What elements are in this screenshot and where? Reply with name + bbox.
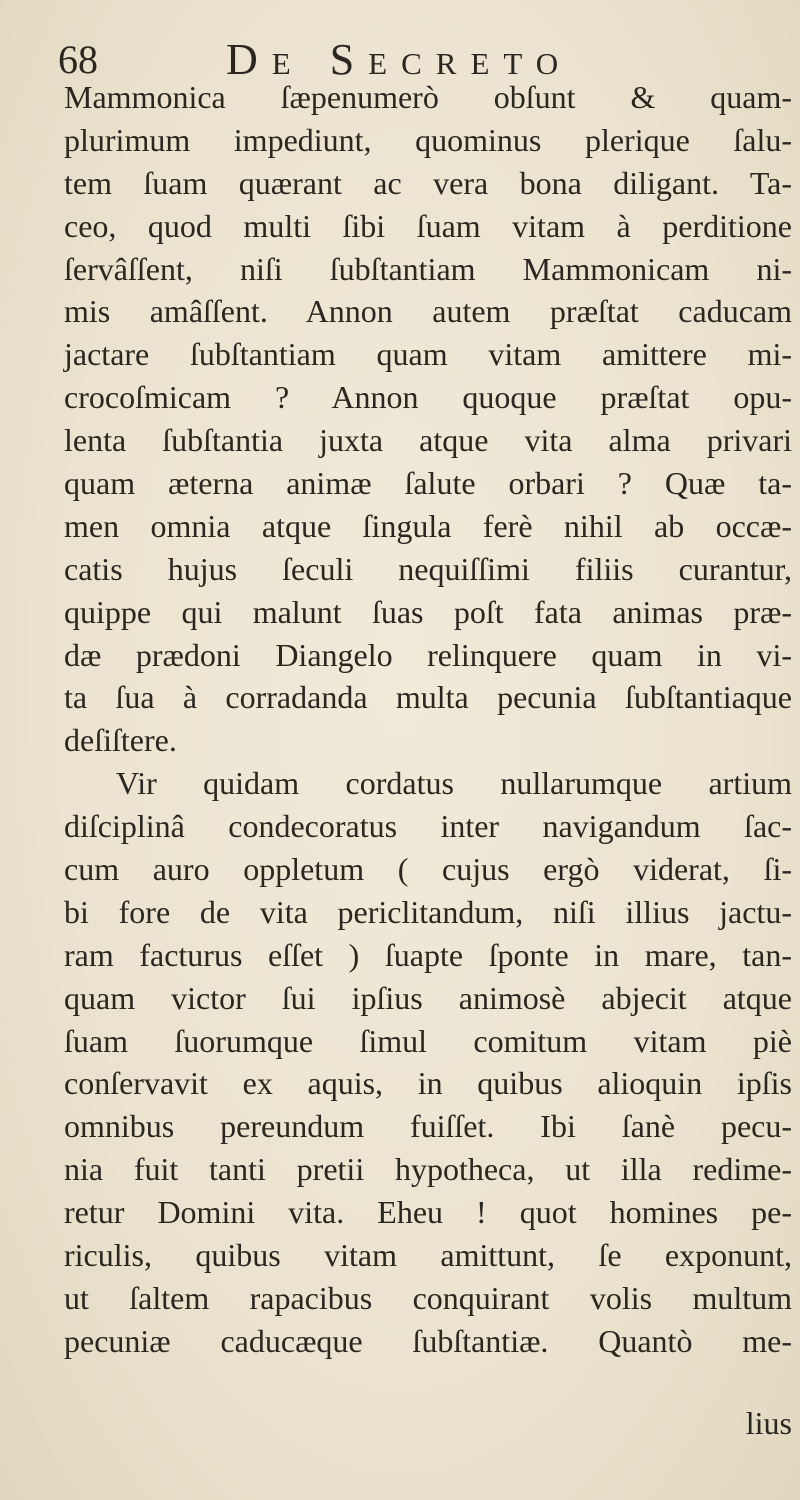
text-line: men omnia atque ſingula ferè nihil ab occæ- [64,507,792,544]
text-line: pecuniæ caducæque ſubſtantiæ. Quantò me- [64,1322,792,1359]
text-line: nia fuit tanti pretii hypotheca, ut illa redime- [64,1151,792,1188]
text-line: ta ſua à corradanda multa pecunia ſubſtantiaque [64,679,792,716]
text-line: ut ſaltem rapacibus conquirant volis multum [64,1279,792,1316]
paragraph [64,76,792,762]
text-line: riculis, quibus vitam amittunt, ſe exponunt, [64,1237,792,1274]
text-line: catis hujus ſeculi nequiſſimi filiis curantur, [64,550,792,587]
body-text [64,76,792,1363]
text-line: retur Domini vita. Eheu ! quot homines pe- [64,1194,792,1231]
text-line: quippe qui malunt ſuas poſt fata animas præ- [64,593,792,630]
text-line: crocoſmicam ? Annon quoque præſtat opu- [64,379,792,416]
text-line: ſervâſſent, niſi ſubſtantiam Mammonicam ni- [64,250,792,287]
text-line: quam æterna animæ ſalute orbari ? Quæ ta- [64,465,792,502]
text-line: lenta ſubſtantia juxta atque vita alma privari [64,422,792,459]
page-number: 68 [58,37,98,82]
text-line: Mammonica ſæpenumerò obſunt & quam- [64,79,792,115]
text-line: conſervavit ex aquis, in quibus alioquin ipſis [64,1065,792,1102]
text-line: jactare ſubſtantiam quam vitam amittere mi- [64,336,792,373]
paragraph [64,762,792,1362]
text-line: omnibus pereundum fuiſſet. Ibi ſanè pecu- [64,1108,792,1145]
text-line: bi fore de vita periclitandum, niſi illius jactu- [64,893,792,930]
text-line: ram facturus eſſet ) ſuapte ſponte in mare, tan- [64,936,792,973]
text-line: ceo, quod multi ſibi ſuam vitam à perditione [64,207,792,244]
text-line: quam victor ſui ipſius animosè abjecit atque [64,979,792,1016]
text-line: mis amâſſent. Annon autem præſtat caducam [64,293,792,330]
text-line: ſuam ſuorumque ſimul comitum vitam piè [64,1022,792,1059]
catchword: lius [745,1405,792,1441]
text-line: tem ſuam quærant ac vera bona diligant. Ta- [64,164,792,201]
text-line: diſciplinâ condecoratus inter navigandum ſac- [64,808,792,845]
text-line: dæ prædoni Diangelo relinquere quam in vi- [64,636,792,673]
text-line: cum auro oppletum ( cujus ergò viderat, ſi- [64,851,792,888]
text-line: deſiſtere. [64,722,177,759]
running-title: De Secreto [226,35,573,84]
text-line: Vir quidam cordatus nullarumque artium [116,765,792,802]
text-line: plurimum impediunt, quominus plerique ſalu- [64,121,792,158]
